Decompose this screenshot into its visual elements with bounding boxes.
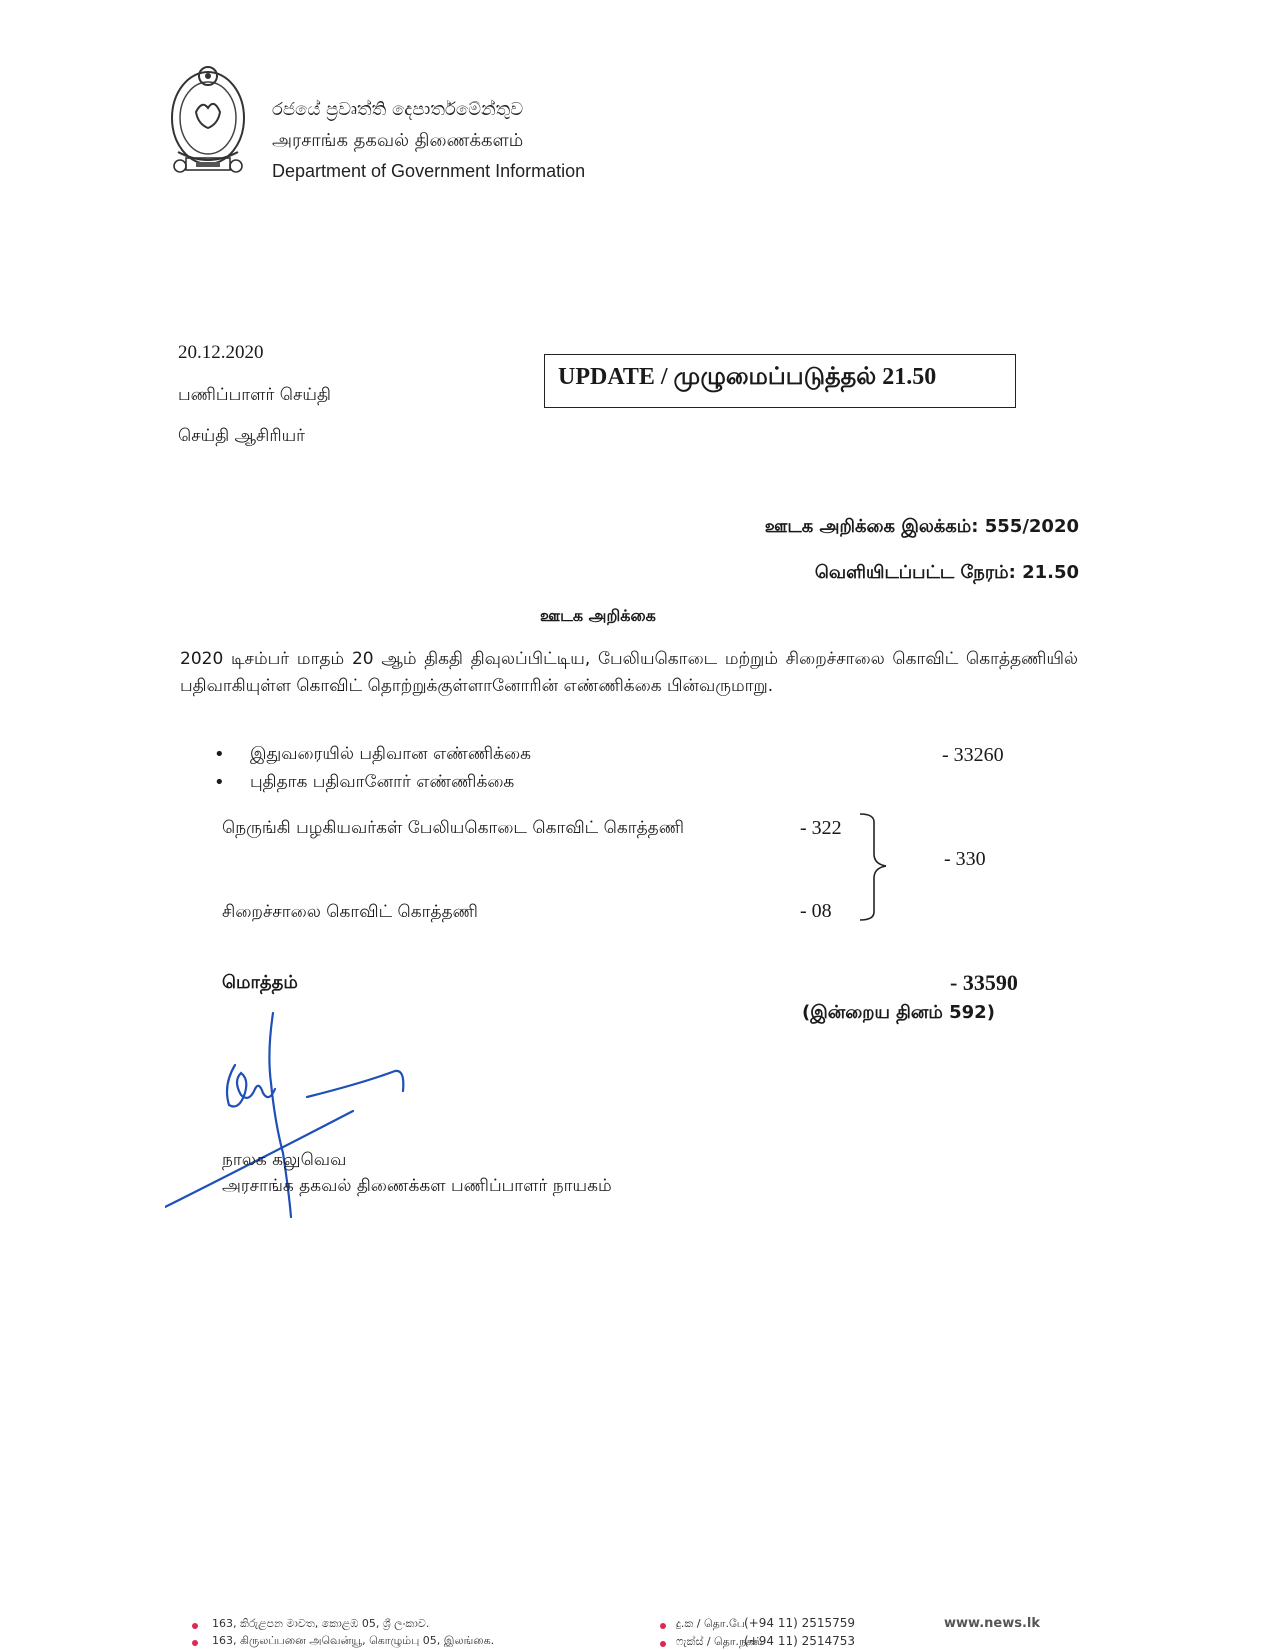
bullet-newly-reported: புதிதாக பதிவானோர் எண்ணிக்கை bbox=[250, 772, 515, 792]
today-count-note: (இன்றைய தினம் 592) bbox=[802, 1002, 995, 1023]
breakdown-peliyagoda-contacts: நெருங்கி பழகியவர்கள் பேலியகொடை கொவிட் கொத்தணி bbox=[222, 818, 685, 838]
footer-address-sinhala: 163, කිරුළපන මාවත, කොළඹ 05, ශ්‍රී ලංකාව. bbox=[212, 1617, 430, 1630]
footer-address-tamil: 163, கிருலப்பனை அவென்யூ, கொழும்பு 05, இலங்கை. bbox=[212, 1634, 495, 1647]
department-name-sinhala: රජයේ ප්‍රවෘත්ති දෙපාර්තමේන්තුව bbox=[272, 99, 524, 120]
value-prison-cluster: - 08 bbox=[800, 900, 832, 922]
footer-bullet-icon bbox=[192, 1623, 198, 1629]
media-release-number: ஊடக அறிக்கை இலக்கம்: 555/2020 bbox=[764, 516, 1079, 537]
body-paragraph: 2020 டிசம்பர் மாதம் 20 ஆம் திகதி திவுலப்பிட்டிய, பேலியகொடை மற்றும் சிறைச்சாலை கொவிட் கொத்தணியில் பதிவாகியுள்ள கொவிட் தொற்றுக்குள்ளானோரின் எண்ணிக்கை பின்வருமாறு. bbox=[180, 649, 1078, 696]
footer-bullet-icon bbox=[660, 1641, 666, 1647]
document-title: ஊடக அறிக்கை bbox=[540, 606, 656, 625]
footer-telephone: (+94 11) 2515759 bbox=[744, 1616, 856, 1630]
footer-fax-label: ෆැක්ස් / தொ.நகல் bbox=[676, 1635, 763, 1648]
bullet-total-to-date: இதுவரையில் பதிவான எண்ணிக்கை bbox=[250, 744, 532, 764]
signatory-name: நாலக கலுவெவ bbox=[222, 1150, 347, 1170]
bullet-dot: • bbox=[214, 772, 225, 793]
signature-icon bbox=[165, 1005, 435, 1245]
sri-lanka-emblem-icon bbox=[166, 62, 250, 188]
footer-bullet-icon bbox=[192, 1640, 198, 1646]
recipient-director-news: பணிப்பாளர் செய்தி bbox=[178, 385, 331, 405]
footer-tel-label: දු.ක / தொ.பே bbox=[676, 1617, 745, 1630]
update-label: UPDATE / முழுமைப்படுத்தல் 21.50 bbox=[558, 364, 937, 390]
document-date: 20.12.2020 bbox=[178, 342, 264, 363]
release-time: வெளியிடப்பட்ட நேரம்: 21.50 bbox=[814, 562, 1079, 583]
footer-website-link[interactable]: www.news.lk bbox=[944, 1616, 1040, 1631]
value-peliyagoda-contacts: - 322 bbox=[800, 817, 842, 839]
value-new-cases-total: - 330 bbox=[944, 848, 986, 870]
footer-fax: (+94 11) 2514753 bbox=[744, 1634, 856, 1648]
total-value: - 33590 bbox=[950, 970, 1018, 995]
department-name-english: Department of Government Information bbox=[272, 161, 586, 181]
bullet-dot: • bbox=[214, 744, 225, 765]
total-label: மொத்தம் bbox=[222, 972, 298, 993]
right-brace-icon bbox=[858, 812, 888, 922]
signatory-title: அரசாங்க தகவல் திணைக்கள பணிப்பாளர் நாயகம் bbox=[222, 1176, 612, 1196]
recipient-news-editor: செய்தி ஆசிரியர் bbox=[178, 426, 306, 446]
footer-bullet-icon bbox=[660, 1623, 666, 1629]
breakdown-prison-cluster: சிறைச்சாலை கொவிட் கொத்தணி bbox=[222, 902, 478, 922]
value-total-to-date: - 33260 bbox=[942, 744, 1004, 766]
department-name-tamil: அரசாங்க தகவல் திணைக்களம் bbox=[272, 130, 524, 151]
